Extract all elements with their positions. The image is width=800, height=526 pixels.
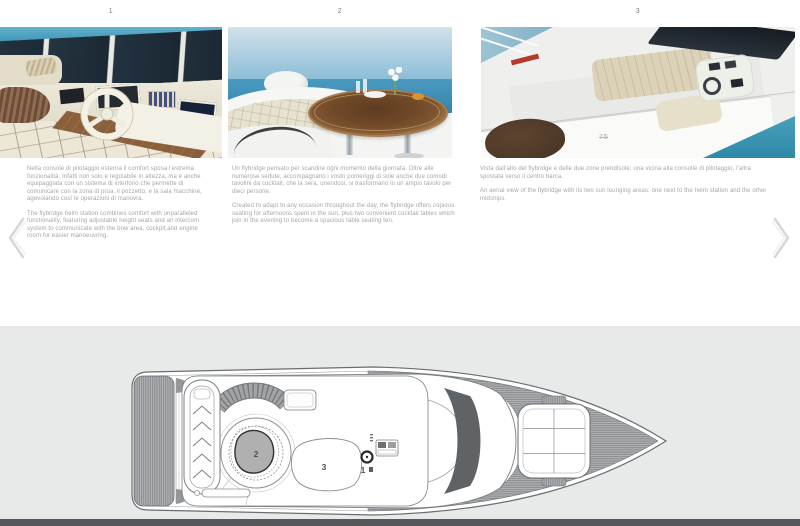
seating-zone-3 <box>291 439 361 491</box>
deck-fitting <box>195 491 200 496</box>
caption-column-3 <box>480 166 774 210</box>
photo-number-2: 2 <box>337 8 343 15</box>
footer-bar <box>0 519 800 526</box>
caption-2-english: Created to adapt to any occasion throughout the day, the flybridge offers copious seating for afternoons spent in the sun, plus two convenient cocktail tables which join in the evening to become a spacious table seating ten. <box>232 203 455 225</box>
fruit-bowl <box>412 93 424 100</box>
glass <box>356 81 360 93</box>
photo-cocktail-table <box>228 27 452 158</box>
chevron-right-icon <box>770 214 794 262</box>
console-screen <box>731 78 744 88</box>
photo-number-1: 1 <box>108 8 114 15</box>
stairway <box>184 380 220 494</box>
caption-3-english: An aerial view of the flybridge with its two sun lounging areas: one next to the helm station and the other midships. <box>480 188 767 202</box>
steering-wheel-icon <box>78 85 136 143</box>
flower-vase <box>386 67 404 95</box>
red-accent-stripe <box>511 54 539 66</box>
yacht-deck-plan <box>118 356 683 516</box>
caption-1-english: The flybridge helm station combines comfort with unparalleled functionality, featuring adjustable height seats and an intercom system to communicate with the bow area, cockpit,and engine room for easier manoeuvring. <box>27 210 200 240</box>
caption-1-italian: Nella console di pilotaggio esterna il comfort sposa l'estrema funzionalità. Infatti non solo è regolabile in altezza, ma è anche equipaggiata con un sistema di interfono che permette di comunicare con la zona di prua, il pozzetto, e la sala macchine, agevolando così le operazioni di manovra. <box>27 166 202 203</box>
glass <box>363 79 367 93</box>
marking-dash <box>599 137 608 138</box>
caption-3-italian: Vista dall'alto del flybridge e delle due zone prendisole: una vicina alla consolle di pilotaggio, l'altra spostata verso il centro barca. <box>480 166 751 180</box>
stern-bench <box>202 489 250 497</box>
steering-wheel-icon <box>703 77 721 95</box>
caption-2-italian: Un flybridge pensato per scandire ogni momento della giornata. Oltre alle numerose sedute, accompagnano i vostri pomeriggi di sole anche due comodi tavolini da cocktail, che la sera, unendosi, si trasformano in un ampio tavolo per dieci persone. <box>232 166 452 195</box>
chevron-left-icon <box>4 214 28 262</box>
plan-label-1: 1 <box>360 465 366 475</box>
caption-column-2 <box>232 166 458 233</box>
flybridge-area <box>182 376 428 506</box>
caption-column-1 <box>27 166 213 248</box>
photo-helm-station <box>0 27 222 158</box>
water-glimpse <box>481 27 553 63</box>
photo-aerial-flybridge <box>481 27 795 158</box>
plan-label-3: 3 <box>321 462 327 472</box>
swim-platform <box>134 376 174 506</box>
sky <box>228 27 452 81</box>
photo-number-3: 3 <box>635 8 641 15</box>
next-page-button[interactable] <box>770 214 794 262</box>
plate <box>364 91 386 98</box>
pedestal-base <box>394 153 424 158</box>
plan-label-2: 2 <box>253 449 259 459</box>
previous-page-button[interactable] <box>4 214 28 262</box>
bow-sunpad <box>518 396 590 486</box>
